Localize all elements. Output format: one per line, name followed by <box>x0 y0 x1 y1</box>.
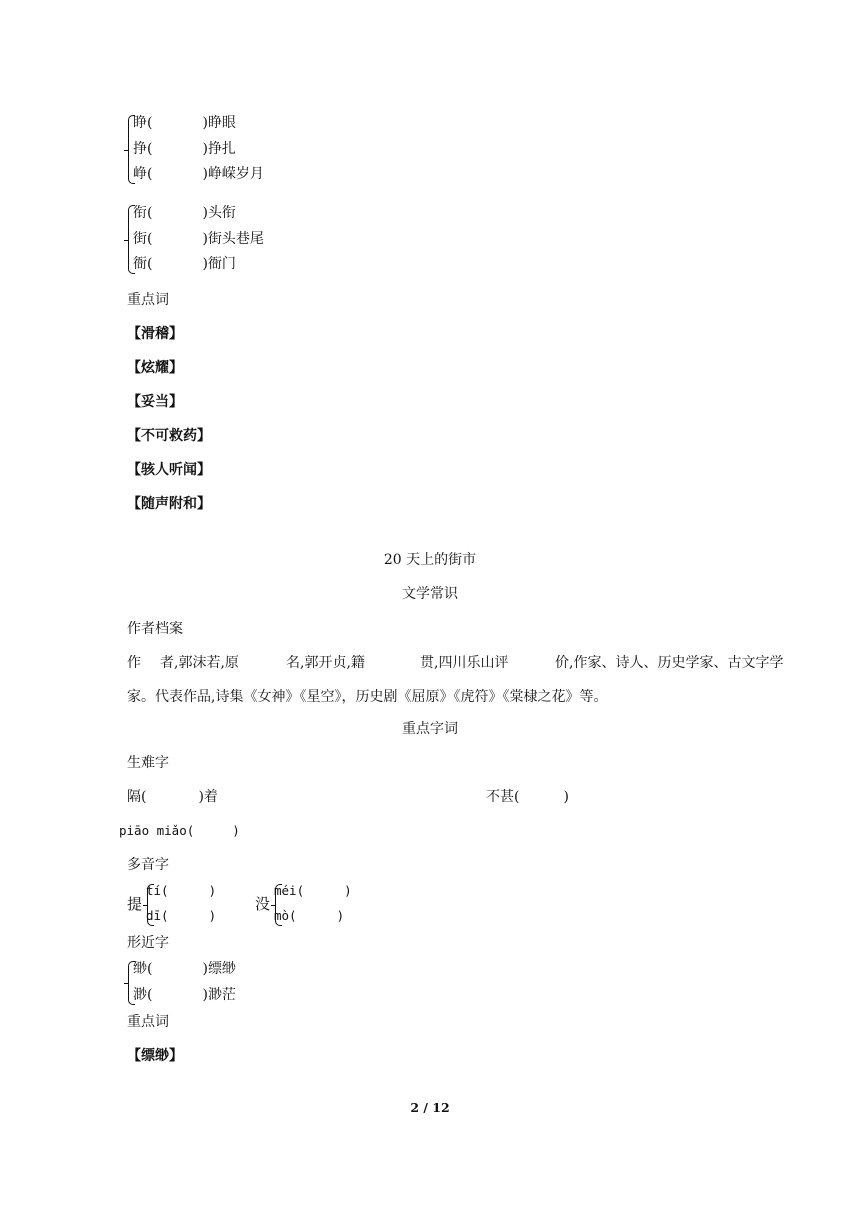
char-prompt: 挣( <box>133 141 153 157</box>
blank-close: ) <box>202 115 208 131</box>
rare-char-item <box>127 788 218 806</box>
author-text: 作 <box>127 655 141 671</box>
example-word: 街头巷尾 <box>207 231 264 247</box>
rare-chars-heading: 生难字 <box>127 755 169 771</box>
example-word: 头衔 <box>207 205 236 221</box>
author-profile-heading: 作者档案 <box>127 621 183 637</box>
section-heading-key-chars: 重点字词 <box>402 721 458 737</box>
rare-char-item <box>119 822 240 840</box>
blank-close: ) <box>202 987 208 1003</box>
char-row <box>133 960 236 978</box>
example-word: 峥嵘岁月 <box>207 166 264 182</box>
rare-char-suffix: )着 <box>198 789 218 805</box>
rare-char-suffix: ) <box>563 789 569 805</box>
reading-close: ) <box>344 883 352 898</box>
char-row <box>133 204 236 222</box>
author-profile-line-2: 家。代表作品,诗集《女神》《星空》，历史剧《屈原》《虎符》《棠棣之花》等。 <box>127 689 608 705</box>
key-words-heading: 重点词 <box>127 1014 169 1030</box>
polyphone-char: 提 <box>127 895 143 913</box>
blank-close: ) <box>202 166 208 182</box>
key-words-heading: 重点词 <box>127 292 169 308</box>
reading-row <box>274 882 352 900</box>
pinyin-prompt: piāo miǎo( <box>119 823 195 838</box>
reading: tí( <box>146 883 169 898</box>
polyphone-heading: 多音字 <box>127 857 169 873</box>
blank-close: ) <box>202 961 208 977</box>
author-text: 贯,四川乐山评 <box>420 655 509 671</box>
key-word-item: 【随声附和】 <box>127 496 211 512</box>
blank-close: ) <box>202 256 208 272</box>
similar-chars-heading: 形近字 <box>127 935 169 951</box>
reading-close: ) <box>208 908 217 923</box>
blank-close: ) <box>202 231 208 247</box>
key-word-item: 【妥当】 <box>127 394 183 410</box>
reading-row <box>274 907 344 925</box>
char-row <box>133 165 264 183</box>
rare-char-prompt: 隔( <box>127 789 147 805</box>
lesson-title: 20 天上的街市 <box>383 552 477 568</box>
key-word-item: 【滑稽】 <box>127 326 183 342</box>
reading: dī( <box>146 908 169 923</box>
example-word: 衙门 <box>207 256 236 272</box>
example-word: 睁眼 <box>207 115 236 131</box>
reading: méi( <box>274 883 305 898</box>
reading-row <box>146 882 216 900</box>
char-row <box>133 114 236 132</box>
blank-close: ) <box>202 141 208 157</box>
char-prompt: 缈( <box>133 961 153 977</box>
section-heading-literature: 文学常识 <box>402 586 458 602</box>
char-prompt: 街( <box>133 231 153 247</box>
reading-row <box>146 907 216 925</box>
author-text: 者,郭沫若,原 <box>160 655 239 671</box>
char-row <box>133 140 236 158</box>
key-word-item: 【不可救药】 <box>127 428 211 444</box>
example-word: 渺茫 <box>207 987 236 1003</box>
char-prompt: 渺( <box>133 987 153 1003</box>
rare-char-item <box>486 788 569 806</box>
key-word-item: 【炫耀】 <box>127 360 183 376</box>
char-row <box>133 255 236 273</box>
pinyin-suffix: ) <box>232 823 240 838</box>
author-text: 价,作家、诗人、历史学家、古文字学 <box>555 655 784 671</box>
key-word-item: 【缥缈】 <box>127 1048 183 1064</box>
char-row <box>133 986 236 1004</box>
reading-close: ) <box>336 908 345 923</box>
char-prompt: 衔( <box>133 205 153 221</box>
char-row <box>133 230 264 248</box>
blank-close: ) <box>202 205 208 221</box>
page-number: 2 / 12 <box>410 1100 450 1115</box>
reading: mò( <box>274 908 297 923</box>
key-word-item: 【骇人听闻】 <box>127 462 211 478</box>
rare-char-prompt: 不甚( <box>486 789 520 805</box>
char-prompt: 睁( <box>133 115 153 131</box>
reading-close: ) <box>208 883 217 898</box>
example-word: 挣扎 <box>207 141 236 157</box>
char-prompt: 峥( <box>133 166 153 182</box>
example-word: 缥缈 <box>207 961 236 977</box>
char-prompt: 衙( <box>133 256 153 272</box>
polyphone-char: 没 <box>255 895 271 913</box>
author-text: 名,郭开贞,籍 <box>286 655 365 671</box>
